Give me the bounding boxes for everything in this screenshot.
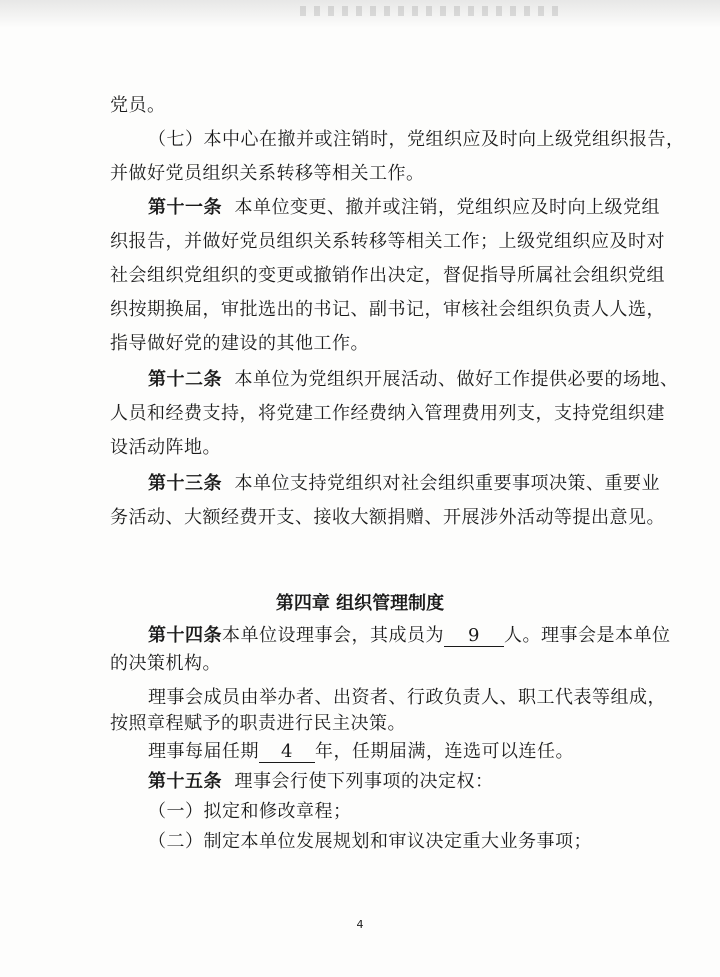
text-line: 理事会成员由举办者、出资者、行政负责人、职工代表等组成， — [148, 687, 666, 708]
article-15-text: 理事会行使下列事项的决定权： — [234, 771, 494, 792]
article-11-text: 本单位变更、撤并或注销，党组织应及时向上级党组 — [234, 197, 660, 218]
article-12-label: 第十二条 — [148, 369, 222, 390]
term-text-b: 年，任期届满，连选可以连任。 — [315, 741, 574, 762]
article-14-text-b: 人。理事会是本单位 — [504, 625, 671, 646]
text-line: 指导做好党的建设的其他工作。 — [110, 333, 369, 354]
article-13-text: 本单位支持党组织对社会组织重要事项决策、重要业 — [234, 473, 660, 494]
text-line: 设活动阵地。 — [110, 437, 221, 458]
article-14-text-a: 本单位设理事会，其成员为 — [222, 625, 444, 646]
article-13-label: 第十三条 — [148, 473, 222, 494]
term-line — [148, 740, 574, 764]
page-number: 4 — [356, 918, 364, 931]
term-text-a: 理事每届任期 — [148, 741, 259, 762]
chapter-heading: 第四章 组织管理制度 — [275, 593, 445, 614]
text-line: 的决策机构。 — [110, 653, 221, 674]
term-years-blank: 4 — [259, 742, 315, 763]
text-line: 人员和经费支持，将党建工作经费纳入管理费用列支，支持党组织建 — [110, 403, 665, 424]
text-line: 织按期换届，审批选出的书记、副书记，审核社会组织负责人人选， — [110, 299, 665, 320]
article-14-line — [148, 624, 671, 648]
article-13-line — [148, 472, 660, 496]
list-item: （二）制定本单位发展规划和审议决定重大业务事项； — [148, 831, 592, 852]
article-15-line — [148, 770, 493, 794]
article-12-text: 本单位为党组织开展活动、做好工作提供必要的场地、 — [234, 369, 679, 390]
member-count-blank: 9 — [444, 626, 504, 647]
text-line: 并做好党员组织关系转移等相关工作。 — [110, 163, 425, 184]
text-line: 按照章程赋予的职责进行民主决策。 — [110, 713, 406, 734]
scan-bleed-marks — [300, 6, 560, 16]
list-item: （一）拟定和修改章程； — [148, 801, 352, 822]
article-11-line — [148, 196, 660, 220]
text-line: 社会组织党组织的变更或撤销作出决定，督促指导所属社会组织党组 — [110, 265, 665, 286]
text-line: 党员。 — [110, 95, 166, 116]
article-12-line — [148, 368, 678, 392]
text-line: 务活动、大额经费开支、接收大额捐赠、开展涉外活动等提出意见。 — [110, 507, 665, 528]
article-14-label: 第十四条 — [148, 625, 222, 646]
text-line: 织报告，并做好党员组织关系转移等相关工作；上级党组织应及时对 — [110, 231, 665, 252]
article-15-label: 第十五条 — [148, 771, 222, 792]
text-line: （七）本中心在撤并或注销时，党组织应及时向上级党组织报告， — [148, 129, 685, 150]
article-11-label: 第十一条 — [148, 197, 222, 218]
